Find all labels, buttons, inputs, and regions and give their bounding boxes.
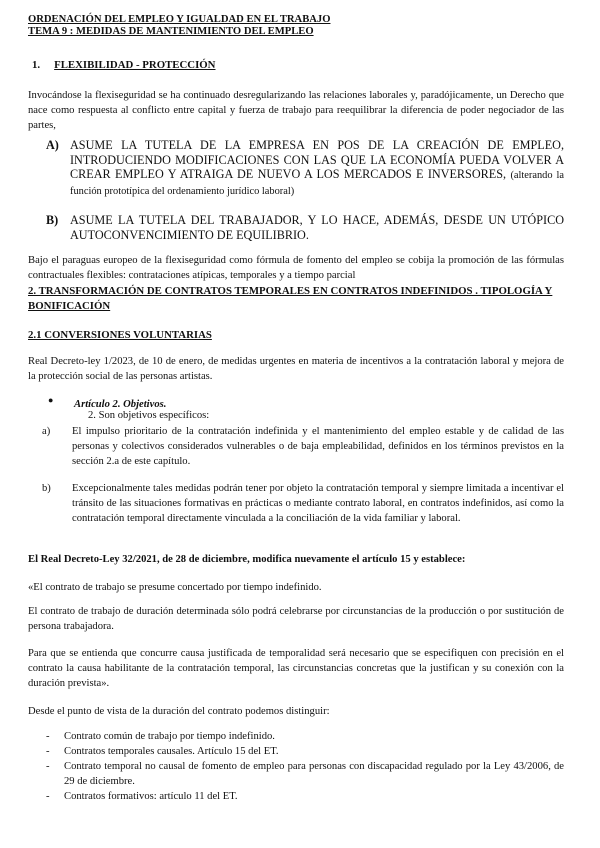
contract-type-text: Contratos formativos: artículo 11 del ET.	[64, 791, 238, 802]
section1-item-a	[46, 138, 564, 199]
objective-a-marker: a)	[42, 426, 51, 437]
section2-heading: 2. TRANSFORMACIÓN DE CONTRATOS TEMPORALES EN CONTRATOS INDEFINIDOS . TIPOLOGÍA Y BONIFICACIÓN	[28, 285, 553, 312]
quote-justification: Para que se entienda que concurre causa justificada de temporalidad será necesario que se especifiquen con precisión en el contrato la causa habilitante de la contratación temporal, las circunstancias concretas que la justifican y su conexión con la duración prevista».	[28, 648, 564, 689]
item-a-note: (alterando la función prototípica del ordenamiento jurídico laboral)	[70, 170, 564, 197]
objective-b-marker: b)	[42, 483, 51, 494]
item-a-text	[70, 138, 564, 199]
quote-fixed-term: El contrato de trabajo de duración determinada sólo podrá celebrarse por circunstancias de la producción o por sustitución de persona trabajadora.	[28, 606, 564, 632]
article-subtitle: 2. Son objetivos específicos:	[88, 410, 210, 421]
bullet-icon: ●	[48, 395, 54, 405]
section2-subtitle: 2.1 CONVERSIONES VOLUNTARIAS	[28, 329, 212, 341]
list-item	[28, 759, 564, 789]
item-b-marker: B)	[46, 213, 59, 227]
objective-a-text: El impulso prioritario de la contratación indefinida y el mantenimiento del empleo estable y de calidad de las personas y colectivos considerados vulnerables o de baja empleabilidad, definidos en los términos previstos en la sección 2.a de este capítulo.	[72, 426, 564, 467]
decree-intro: Real Decreto-ley 1/2023, de 10 de enero, de medidas urgentes en materia de incentivos a la contratación laboral y mejora de la protección social de las personas artistas.	[28, 356, 564, 382]
section1-heading	[32, 59, 215, 71]
contract-type-text: Contratos temporales causales. Artículo 15 del ET.	[64, 746, 279, 757]
objective-a	[28, 424, 564, 469]
objective-b-text: Excepcionalmente tales medidas podrán tener por objeto la contratación temporal y siempre limitada a incentivar el tránsito de las situaciones formativas en prácticas o mediante contrato laboral, en contratos indefinidos, así como la contratación temporal directamente vinculada a la conciliación de la vida familiar y laboral.	[72, 483, 564, 524]
item-a-caps: ASUME LA TUTELA DE LA EMPRESA EN POS DE LA CREACIÓN DE EMPLEO, INTRODUCIENDO MODIFICACIONES CON LAS QUE LA ECONOMÍA PUEDA VOLVER A CREAR EMPLEO Y ATRAIGA DE NUEVO A LOS MERCADOS E INVERSORES,	[70, 138, 564, 181]
section1-closing: Bajo el paraguas europeo de la flexiseguridad como fórmula de fomento del empleo se cobija la promoción de las fórmulas contractuales flexibles: contrataciones atípicas, temporales y a tiempo parcial	[28, 255, 564, 281]
section1-number: 1.	[32, 59, 41, 71]
list-item	[28, 729, 564, 744]
dash-marker: -	[46, 761, 50, 772]
rdl-heading: El Real Decreto-Ley 32/2021, de 28 de diciembre, modifica nuevamente el artículo 15 y establece:	[28, 554, 466, 565]
course-title: ORDENACIÓN DEL EMPLEO Y IGUALDAD EN EL TRABAJO	[28, 14, 331, 25]
topic-title: TEMA 9 : MEDIDAS DE MANTENIMIENTO DEL EMPLEO	[28, 26, 314, 37]
item-a-marker: A)	[46, 138, 59, 152]
dash-marker: -	[46, 746, 50, 757]
article-title: Artículo 2. Objetivos.	[74, 399, 167, 410]
duration-intro: Desde el punto de vista de la duración del contrato podemos distinguir:	[28, 706, 330, 717]
dash-marker: -	[46, 731, 50, 742]
contract-types-list	[28, 729, 564, 804]
section1-item-b	[46, 213, 564, 242]
quote-presumption: «El contrato de trabajo se presume concertado por tiempo indefinido.	[28, 582, 322, 593]
contract-type-text: Contrato temporal no causal de fomento de empleo para personas con discapacidad regulado por la Ley 43/2006, de 29 de diciembre.	[64, 761, 564, 787]
section1-title: FLEXIBILIDAD - PROTECCIÓN	[54, 59, 216, 71]
item-b-text: ASUME LA TUTELA DEL TRABAJADOR, Y LO HACE, ADEMÁS, DESDE UN UTÓPICO AUTOCONVENCIMIENTO DE EQUILIBRIO.	[70, 213, 564, 242]
document-header	[28, 14, 564, 38]
list-item	[28, 744, 564, 759]
list-item	[28, 789, 564, 804]
dash-marker: -	[46, 791, 50, 802]
objective-b	[28, 481, 564, 526]
section1-intro: Invocándose la flexiseguridad se ha continuado desregularizando las relaciones laborales y, paradójicamente, un Derecho que nace como respuesta al conflicto entre capital y fuerza de trabajo para reequilibrar la diferencia de poder negociador de las partes,	[28, 90, 564, 131]
contract-type-text: Contrato común de trabajo por tiempo indefinido.	[64, 731, 275, 742]
